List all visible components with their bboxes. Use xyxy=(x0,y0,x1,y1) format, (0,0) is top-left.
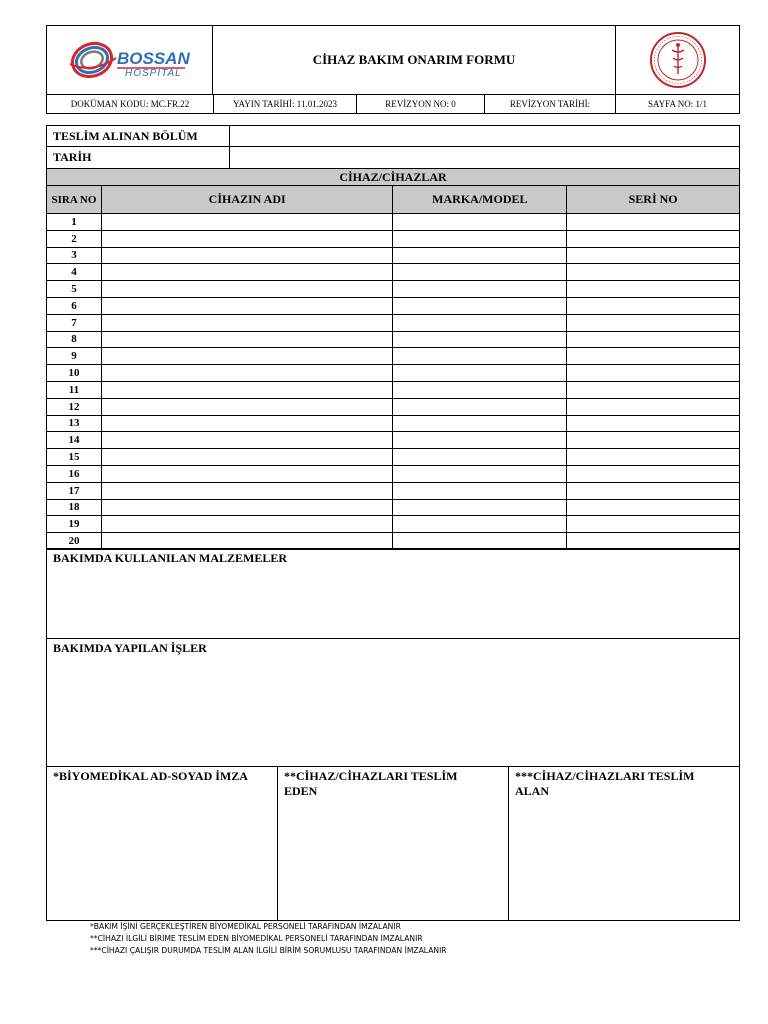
row-number: 1 xyxy=(47,214,102,231)
row-number: 9 xyxy=(47,348,102,365)
device-name-cell[interactable] xyxy=(101,449,392,466)
device-name-cell[interactable] xyxy=(101,381,392,398)
work-done-box[interactable] xyxy=(46,638,740,767)
serial-no-cell[interactable] xyxy=(567,449,740,466)
devices-heading: CİHAZ/CİHAZLAR xyxy=(47,169,740,186)
serial-no-cell[interactable] xyxy=(567,264,740,281)
device-row xyxy=(47,533,740,550)
serial-no-cell[interactable] xyxy=(567,415,740,432)
doc-code: DOKÜMAN KODU: MC.FR.22 xyxy=(47,95,214,113)
device-row xyxy=(47,214,740,231)
svg-text:BOSSAN: BOSSAN xyxy=(117,49,190,68)
col-header-row-no: SIRA NO xyxy=(47,186,102,214)
serial-no-cell[interactable] xyxy=(567,348,740,365)
bossan-logo-icon xyxy=(47,26,212,94)
revision-no: REVİZYON NO: 0 xyxy=(357,95,485,113)
device-name-cell[interactable] xyxy=(101,516,392,533)
serial-no-cell[interactable] xyxy=(567,297,740,314)
device-name-cell[interactable] xyxy=(101,214,392,231)
ministry-seal-icon xyxy=(648,30,708,90)
received-dept-label: TESLİM ALINAN BÖLÜM xyxy=(47,126,230,147)
device-row xyxy=(47,314,740,331)
brand-model-cell[interactable] xyxy=(393,381,567,398)
row-number: 13 xyxy=(47,415,102,432)
materials-box[interactable] xyxy=(46,548,740,639)
work-done-label: BAKIMDA YAPILAN İŞLER xyxy=(53,641,207,655)
serial-no-cell[interactable] xyxy=(567,398,740,415)
device-row xyxy=(47,499,740,516)
device-name-cell[interactable] xyxy=(101,365,392,382)
serial-no-cell[interactable] xyxy=(567,499,740,516)
row-number: 15 xyxy=(47,449,102,466)
row-number: 5 xyxy=(47,281,102,298)
device-row xyxy=(47,482,740,499)
form-title: CİHAZ BAKIM ONARIM FORMU xyxy=(212,25,616,95)
device-row xyxy=(47,297,740,314)
serial-no-cell[interactable] xyxy=(567,516,740,533)
row-number: 6 xyxy=(47,297,102,314)
device-row xyxy=(47,432,740,449)
device-name-cell[interactable] xyxy=(101,398,392,415)
serial-no-cell[interactable] xyxy=(567,365,740,382)
brand-model-cell[interactable] xyxy=(393,465,567,482)
device-row xyxy=(47,281,740,298)
received-dept-input[interactable] xyxy=(229,126,739,147)
device-name-cell[interactable] xyxy=(101,314,392,331)
row-number: 18 xyxy=(47,499,102,516)
device-name-cell[interactable] xyxy=(101,264,392,281)
device-name-cell[interactable] xyxy=(101,348,392,365)
signature-deliverer-label: **CİHAZ/CİHAZLARI TESLİM EDEN xyxy=(284,769,458,798)
serial-no-cell[interactable] xyxy=(567,533,740,550)
footnote-1: *BAKIM İŞİNİ GERÇEKLEŞTİREN BİYOMEDİKAL PERSONELİ TARAFINDAN İMZALANIR xyxy=(90,922,401,931)
device-name-cell[interactable] xyxy=(101,247,392,264)
device-row xyxy=(47,247,740,264)
device-row xyxy=(47,381,740,398)
device-row xyxy=(47,415,740,432)
brand-model-cell[interactable] xyxy=(393,449,567,466)
device-name-cell[interactable] xyxy=(101,465,392,482)
row-number: 8 xyxy=(47,331,102,348)
row-number: 16 xyxy=(47,465,102,482)
serial-no-cell[interactable] xyxy=(567,482,740,499)
revision-date: REVİZYON TARİHİ: xyxy=(485,95,616,113)
brand-model-cell[interactable] xyxy=(393,415,567,432)
row-number: 10 xyxy=(47,365,102,382)
brand-model-cell[interactable] xyxy=(393,247,567,264)
row-number: 4 xyxy=(47,264,102,281)
seal-box xyxy=(615,25,740,95)
device-name-cell[interactable] xyxy=(101,432,392,449)
brand-model-cell[interactable] xyxy=(393,348,567,365)
brand-model-cell[interactable] xyxy=(393,230,567,247)
brand-model-cell[interactable] xyxy=(393,398,567,415)
publish-date: YAYIN TARİHİ: 11.01.2023 xyxy=(214,95,357,113)
brand-model-cell[interactable] xyxy=(393,264,567,281)
signature-receiver[interactable] xyxy=(508,766,740,921)
device-form-table xyxy=(46,125,740,550)
row-number: 12 xyxy=(47,398,102,415)
serial-no-cell[interactable] xyxy=(567,381,740,398)
serial-no-cell[interactable] xyxy=(567,230,740,247)
device-row xyxy=(47,465,740,482)
device-name-cell[interactable] xyxy=(101,533,392,550)
footnote-2: **CİHAZI İLGİLİ BİRİME TESLİM EDEN BİYOMEDİKAL PERSONELİ TARAFINDAN İMZALANIR xyxy=(90,934,423,943)
device-row xyxy=(47,449,740,466)
row-number: 11 xyxy=(47,381,102,398)
brand-model-cell[interactable] xyxy=(393,281,567,298)
brand-model-cell[interactable] xyxy=(393,297,567,314)
device-name-cell[interactable] xyxy=(101,482,392,499)
serial-no-cell[interactable] xyxy=(567,432,740,449)
date-label: TARİH xyxy=(47,147,230,169)
device-row xyxy=(47,398,740,415)
footnotes xyxy=(90,921,447,957)
signature-biomedical[interactable] xyxy=(46,766,278,921)
serial-no-cell[interactable] xyxy=(567,281,740,298)
row-number: 3 xyxy=(47,247,102,264)
serial-no-cell[interactable] xyxy=(567,331,740,348)
date-input[interactable] xyxy=(229,147,739,169)
serial-no-cell[interactable] xyxy=(567,465,740,482)
device-row xyxy=(47,230,740,247)
col-header-serial-no: SERİ NO xyxy=(567,186,740,214)
signature-receiver-label: ***CİHAZ/CİHAZLARI TESLİM ALAN xyxy=(515,769,695,798)
device-name-cell[interactable] xyxy=(101,331,392,348)
brand-model-cell[interactable] xyxy=(393,533,567,550)
svg-text:HOSPITAL: HOSPITAL xyxy=(125,68,182,79)
row-number: 19 xyxy=(47,516,102,533)
row-number: 7 xyxy=(47,314,102,331)
materials-label: BAKIMDA KULLANILAN MALZEMELER xyxy=(53,551,288,565)
device-row xyxy=(47,365,740,382)
row-number: 17 xyxy=(47,482,102,499)
signature-deliverer[interactable] xyxy=(277,766,509,921)
brand-model-cell[interactable] xyxy=(393,432,567,449)
brand-model-cell[interactable] xyxy=(393,516,567,533)
brand-model-cell[interactable] xyxy=(393,214,567,231)
brand-model-cell[interactable] xyxy=(393,499,567,516)
col-header-brand-model: MARKA/MODEL xyxy=(393,186,567,214)
device-name-cell[interactable] xyxy=(101,281,392,298)
col-header-device-name: CİHAZIN ADI xyxy=(101,186,392,214)
page-no: SAYFA NO: 1/1 xyxy=(647,99,708,109)
brand-model-cell[interactable] xyxy=(393,331,567,348)
device-row xyxy=(47,331,740,348)
device-name-cell[interactable] xyxy=(101,230,392,247)
device-row xyxy=(47,348,740,365)
brand-model-cell[interactable] xyxy=(393,365,567,382)
device-row xyxy=(47,264,740,281)
footnote-3: ***CİHAZI ÇALIŞIR DURUMDA TESLİM ALAN İLGİLİ BİRİM SORUMLUSU TARAFINDAN İMZALANIR xyxy=(90,946,447,955)
device-name-cell[interactable] xyxy=(101,499,392,516)
brand-model-cell[interactable] xyxy=(393,314,567,331)
signature-biomedical-label: *BİYOMEDİKAL AD-SOYAD İMZA xyxy=(53,769,248,783)
row-number: 20 xyxy=(47,533,102,550)
device-row xyxy=(47,516,740,533)
row-number: 14 xyxy=(47,432,102,449)
device-name-cell[interactable] xyxy=(101,297,392,314)
serial-no-cell[interactable] xyxy=(567,214,740,231)
brand-model-cell[interactable] xyxy=(393,482,567,499)
row-number: 2 xyxy=(47,230,102,247)
document-meta-row xyxy=(46,94,740,114)
serial-no-cell[interactable] xyxy=(567,247,740,264)
hospital-logo xyxy=(46,25,213,95)
device-name-cell[interactable] xyxy=(101,415,392,432)
serial-no-cell[interactable] xyxy=(567,314,740,331)
